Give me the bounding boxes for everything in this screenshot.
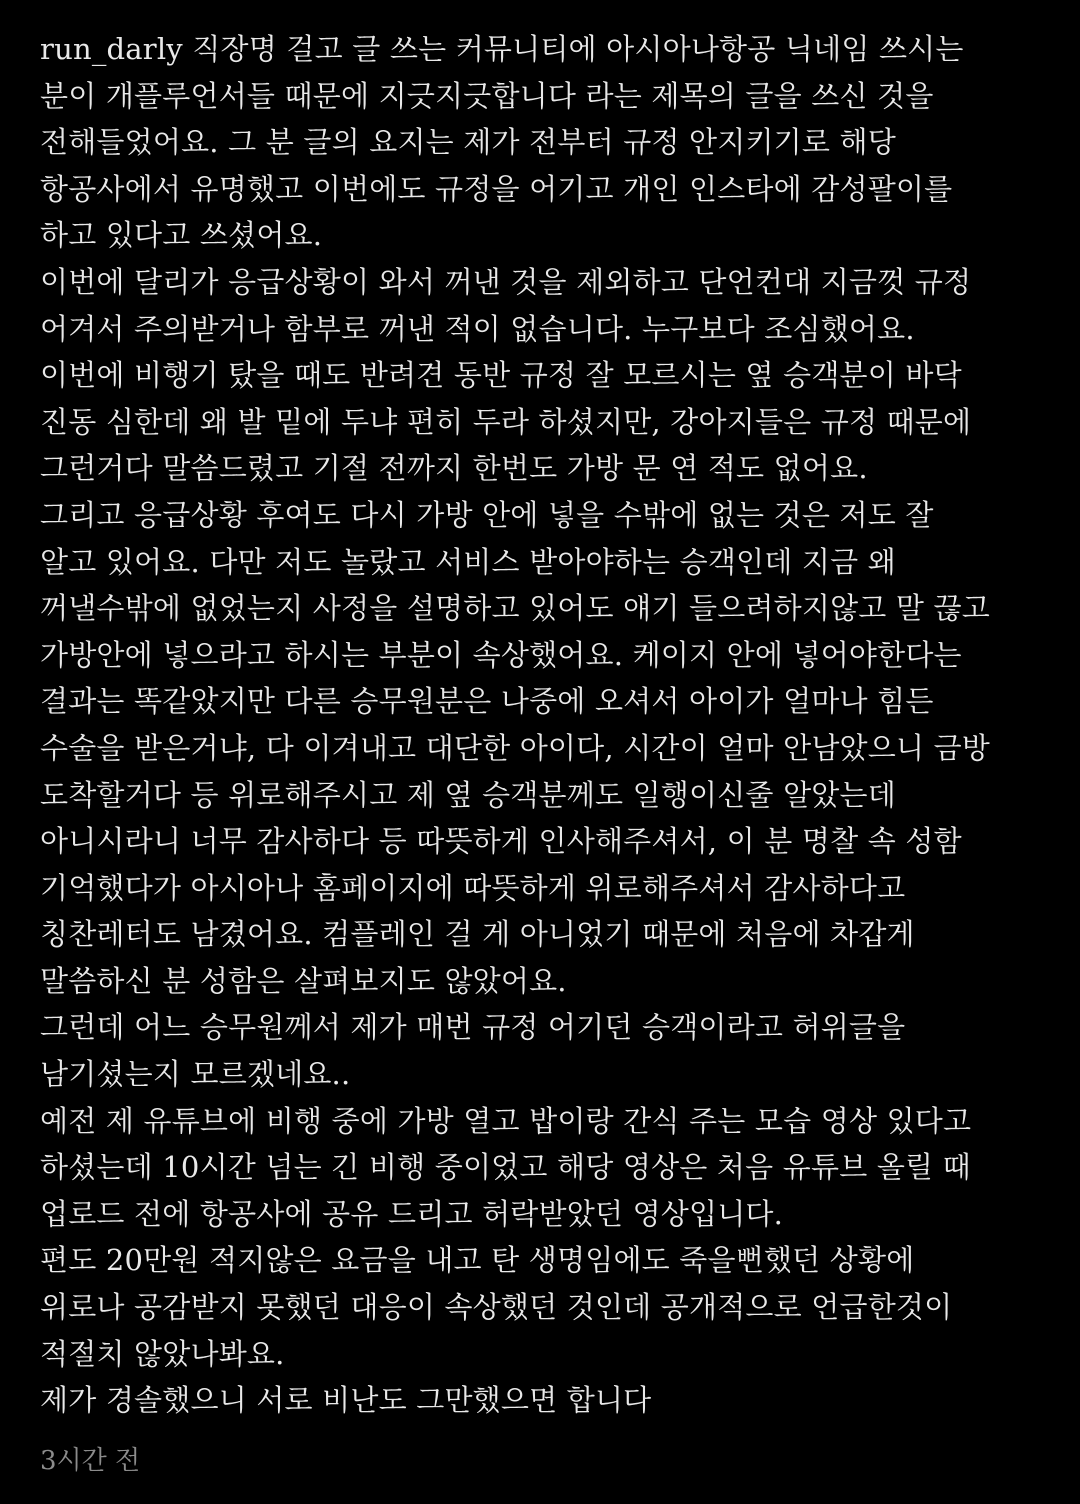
- post-line: 이번에 달리가 응급상황이 와서 꺼낸 것을 제외하고 단언컨대 지금껏 규정: [40, 264, 972, 299]
- post-line: 아니시라니 너무 감사하다 등 따뜻하게 인사해주셔서, 이 분 명찰 속 성함: [40, 824, 962, 859]
- post-line: 그런거다 말씀드렸고 기절 전까지 한번도 가방 문 연 적도 없어요.: [40, 451, 868, 486]
- post-line: 항공사에서 유명했고 이번에도 규정을 어기고 개인 인스타에 감성팔이를: [40, 171, 953, 206]
- post-line: 수술을 받은거냐, 다 이겨내고 대단한 아이다, 시간이 얼마 안남았으니 금방: [40, 730, 991, 765]
- post-line: 어겨서 주의받거나 함부로 꺼낸 적이 없습니다. 누구보다 조심했어요.: [40, 311, 915, 346]
- post-line: 그런데 어느 승무원께서 제가 매번 규정 어기던 승객이라고 허위글을: [40, 1010, 906, 1045]
- post-line: 칭찬레터도 남겼어요. 컴플레인 걸 게 아니었기 때문에 처음에 차갑게: [40, 917, 915, 952]
- post-line: 하셨는데 10시간 넘는 긴 비행 중이었고 해당 영상은 처음 유튜브 올릴 때: [40, 1150, 971, 1185]
- post-line: 진동 심한데 왜 발 밑에 두냐 편히 두라 하셨지만, 강아지들은 규정 때문에: [40, 404, 972, 439]
- post-line: 분이 개플루언서들 때문에 지긋지긋합니다 라는 제목의 글을 쓰신 것을: [40, 78, 934, 113]
- post-line: 남기셨는지 모르겠네요..: [40, 1057, 351, 1092]
- post-line: 적절치 않았나봐요.: [40, 1336, 285, 1371]
- post-timestamp: 3시간 전: [40, 1446, 141, 1476]
- post-line: 업로드 전에 항공사에 공유 드리고 허락받았던 영상입니다.: [40, 1196, 784, 1231]
- post-line: 도착할거다 등 위로해주시고 제 옆 승객분께도 일행이신줄 알았는데: [40, 777, 896, 812]
- post-line: 말씀하신 분 성함은 살펴보지도 않았어요.: [40, 963, 567, 998]
- post-line: 알고 있어요. 다만 저도 놀랐고 서비스 받아야하는 승객인데 지금 왜: [40, 544, 896, 579]
- post-body: [40, 26, 1050, 1424]
- post-line: 이번에 비행기 탔을 때도 반려견 동반 규정 잘 모르시는 옆 승객분이 바닥: [40, 358, 962, 393]
- post-line: 하고 있다고 쓰셨어요.: [40, 218, 323, 253]
- post-line: run_darly 직장명 걸고 글 쓰는 커뮤니티에 아시아나항공 닉네임 쓰시는: [40, 32, 964, 66]
- post-line: 그리고 응급상황 후여도 다시 가방 안에 넣을 수밖에 없는 것은 저도 잘: [40, 497, 934, 532]
- post-line: 기억했다가 아시아나 홈페이지에 따뜻하게 위로해주셔서 감사하다고: [40, 870, 906, 905]
- post-line: 예전 제 유튜브에 비행 중에 가방 열고 밥이랑 간식 주는 모습 영상 있다고: [40, 1103, 972, 1138]
- post-line: 위로나 공감받지 못했던 대응이 속상했던 것인데 공개적으로 언급한것이: [40, 1290, 953, 1325]
- post-line: 편도 20만원 적지않은 요금을 내고 탄 생명임에도 죽을뻔했던 상황에: [40, 1243, 915, 1278]
- post-line: 가방안에 넣으라고 하시는 부분이 속상했어요. 케이지 안에 넣어야한다는: [40, 637, 962, 672]
- post-line: 전해들었어요. 그 분 글의 요지는 제가 전부터 규정 안지키기로 해당: [40, 125, 896, 160]
- post-line: 꺼낼수밖에 없었는지 사정을 설명하고 있어도 얘기 들으려하지않고 말 끊고: [40, 591, 990, 626]
- post-line: 결과는 똑같았지만 다른 승무원분은 나중에 오셔서 아이가 얼마나 힘든: [40, 684, 934, 719]
- post-line: 제가 경솔했으니 서로 비난도 그만했으면 합니다: [40, 1383, 652, 1418]
